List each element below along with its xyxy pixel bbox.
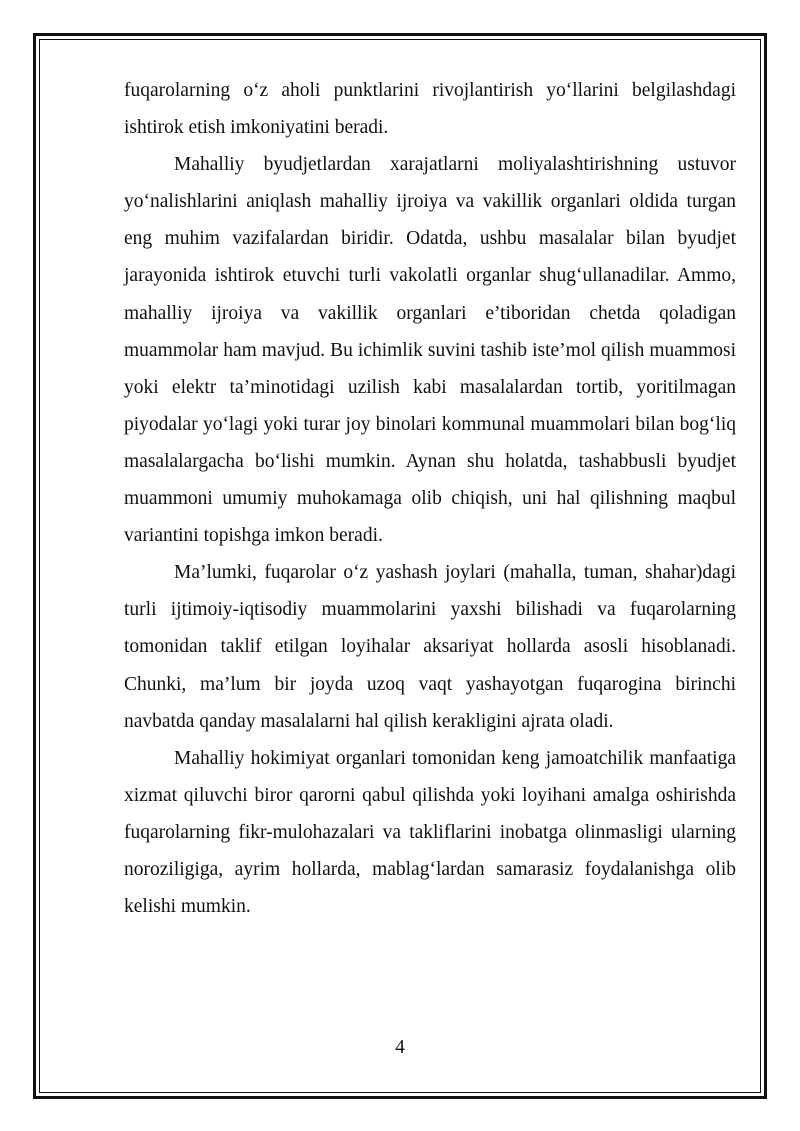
paragraph-citizens-knowledge: Ma’lumki, fuqarolar o‘z yashash joylari (mahalla, tuman, shahar)dagi turli ijtimoiy-iqtisodiy muammolarini yaxshi bilishadi va fuqarolarning tomonidan taklif etilgan loyihalar aksariyat hollarda asosli hisoblanadi. Chunki, ma’lum bir joyda uzoq vaqt yashayotgan fuqarogina birinchi navbatda qanday masalalarni hal qilish kerakligini ajrata oladi. xyxy=(124,562,736,732)
page-number: 4 xyxy=(395,1037,405,1058)
paragraph-local-authorities: Mahalliy hokimiyat organlari tomonidan keng jamoatchilik manfaatiga xizmat qiluvchi biror qarorni qabul qilishda yoki loyihani amalga oshirishda fuqarolarning fikr-mulohazalari va takliflarini inobatga olinmasligi ularning noroziligiga, ayrim hollarda, mablag‘lardan samarasiz foydalanishga olib kelishi mumkin. xyxy=(124,747,736,918)
paragraph-continuation: fuqarolarning o‘z aholi punktlarini rivojlantirish yo‘llarini belgilashdagi ishtirok etish imkoniyatini beradi. xyxy=(124,80,736,139)
document-body xyxy=(124,72,736,925)
paragraph-budget-priorities: Mahalliy byudjetlardan xarajatlarni moliyalashtirishning ustuvor yo‘nalishlarini aniqlash mahalliy ijroiya va vakillik organlari oldida turgan eng muhim vazifalardan biridir. Odatda, ushbu masalalar bilan byudjet jarayonida ishtirok etuvchi turli vakolatli organlar shug‘ullanadilar. Ammo, mahalliy ijroiya va vakillik organlari e’tiboridan chetda qoladigan muammolar ham mavjud. Bu ichimlik suvini tashib iste’mol qilish muammosi yoki elektr ta’minotidagi uzilish kabi masalalardan tortib, yoritilmagan piyodalar yo‘lagi yoki turar joy binolari kommunal muammolari bilan bog‘liq masalalargacha bo‘lishi mumkin. Aynan shu holatda, tashabbusli byudjet muammoni umumiy muhokamaga olib chiqish, uni hal qilishning maqbul variantini topishga imkon beradi. xyxy=(124,154,736,547)
